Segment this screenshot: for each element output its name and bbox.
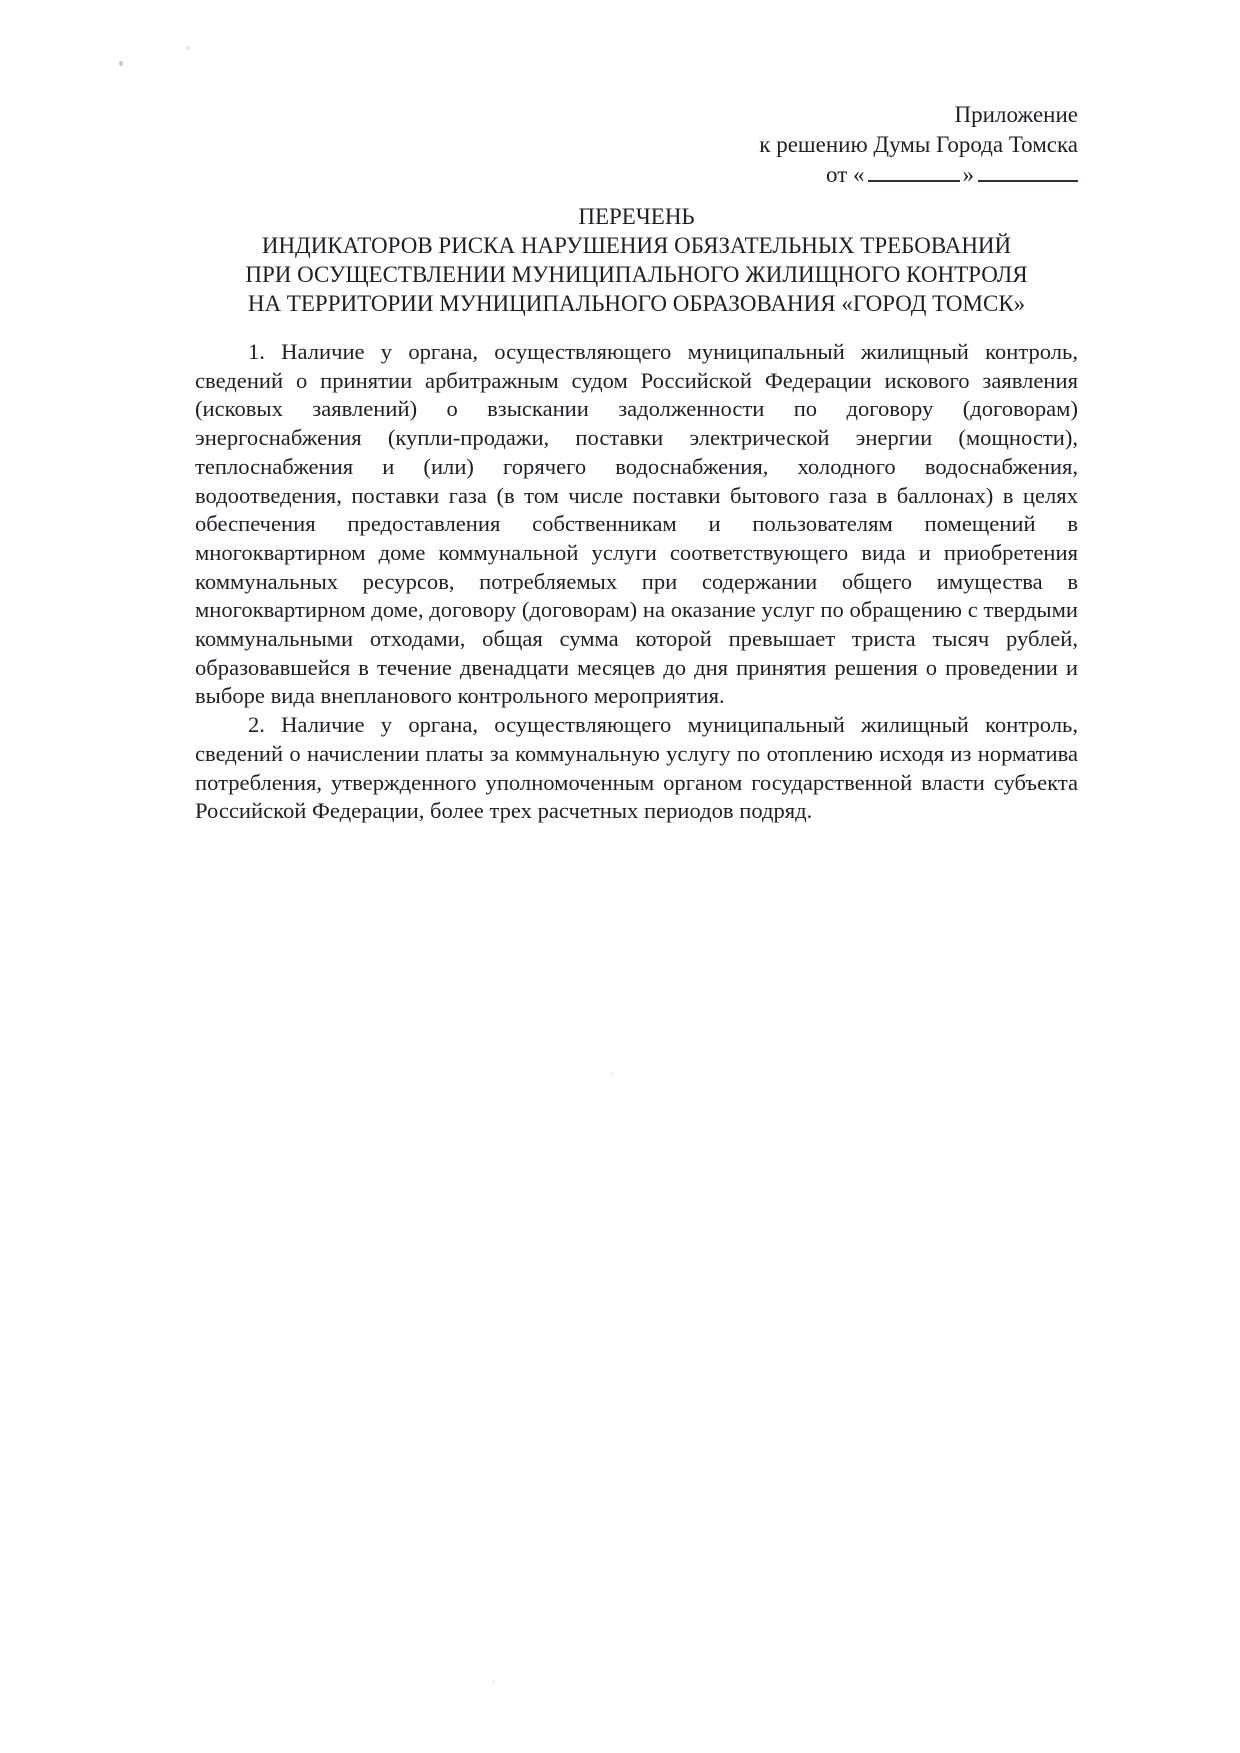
appendix-header — [195, 100, 1078, 190]
scan-artifact — [492, 1680, 495, 1683]
scan-artifact — [119, 61, 123, 66]
appendix-reference: к решению Думы Города Томска — [759, 132, 1078, 157]
paragraph-2: 2. Наличие у органа, осуществляющего муниципальный жилищный контроль, сведений о начислении платы за коммунальную услугу по отоплению исходя из норматива потребления, утвержденного уполномоченным органом государственной власти субъекта Российской Федерации, более трех расчетных периодов подряд. — [195, 712, 1078, 824]
number-blank — [978, 160, 1078, 182]
date-line — [195, 160, 1078, 190]
title-line: ПЕРЕЧЕНЬ — [578, 204, 695, 229]
title-line: НА ТЕРРИТОРИИ МУНИЦИПАЛЬНОГО ОБРАЗОВАНИЯ «ГОРОД ТОМСК» — [247, 291, 1026, 316]
date-close-quote: » — [962, 162, 974, 187]
document-body — [195, 338, 1078, 826]
scan-artifact — [611, 1072, 614, 1075]
date-prefix: от « — [826, 162, 865, 187]
title-line: ПРИ ОСУЩЕСТВЛЕНИИ МУНИЦИПАЛЬНОГО ЖИЛИЩНОГО КОНТРОЛЯ — [245, 262, 1028, 287]
title-line: ИНДИКАТОРОВ РИСКА НАРУШЕНИЯ ОБЯЗАТЕЛЬНЫХ ТРЕБОВАНИЙ — [261, 233, 1012, 258]
paragraph-1: 1. Наличие у органа, осуществляющего муниципальный жилищный контроль, сведений о принятии арбитражным судом Российской Федерации искового заявления (исковых заявлений) о взыскании задолженности по договору (договорам) энергоснабжения (купли-продажи, поставки электрической энергии (мощности), теплоснабжения и (или) горячего водоснабжения, холодного водоснабжения, водоотведения, поставки газа (в том числе поставки бытового газа в баллонах) в целях обеспечения предоставления собственникам и пользователям помещений в многоквартирном доме коммунальной услуги соответствующего вида и приобретения коммунальных ресурсов, потребляемых при содержании общего имущества в многоквартирном доме, договору (договорам) на оказание услуг по обращению с твердыми коммунальными отходами, общая сумма которой превышает триста тысяч рублей, образовавшейся в течение двенадцати месяцев до дня принятия решения о проведении и выборе вида внепланового контрольного мероприятия. — [195, 339, 1078, 709]
appendix-label: Приложение — [954, 102, 1078, 127]
date-blank — [868, 160, 960, 182]
document-title — [195, 202, 1078, 318]
scan-artifact — [187, 46, 190, 50]
